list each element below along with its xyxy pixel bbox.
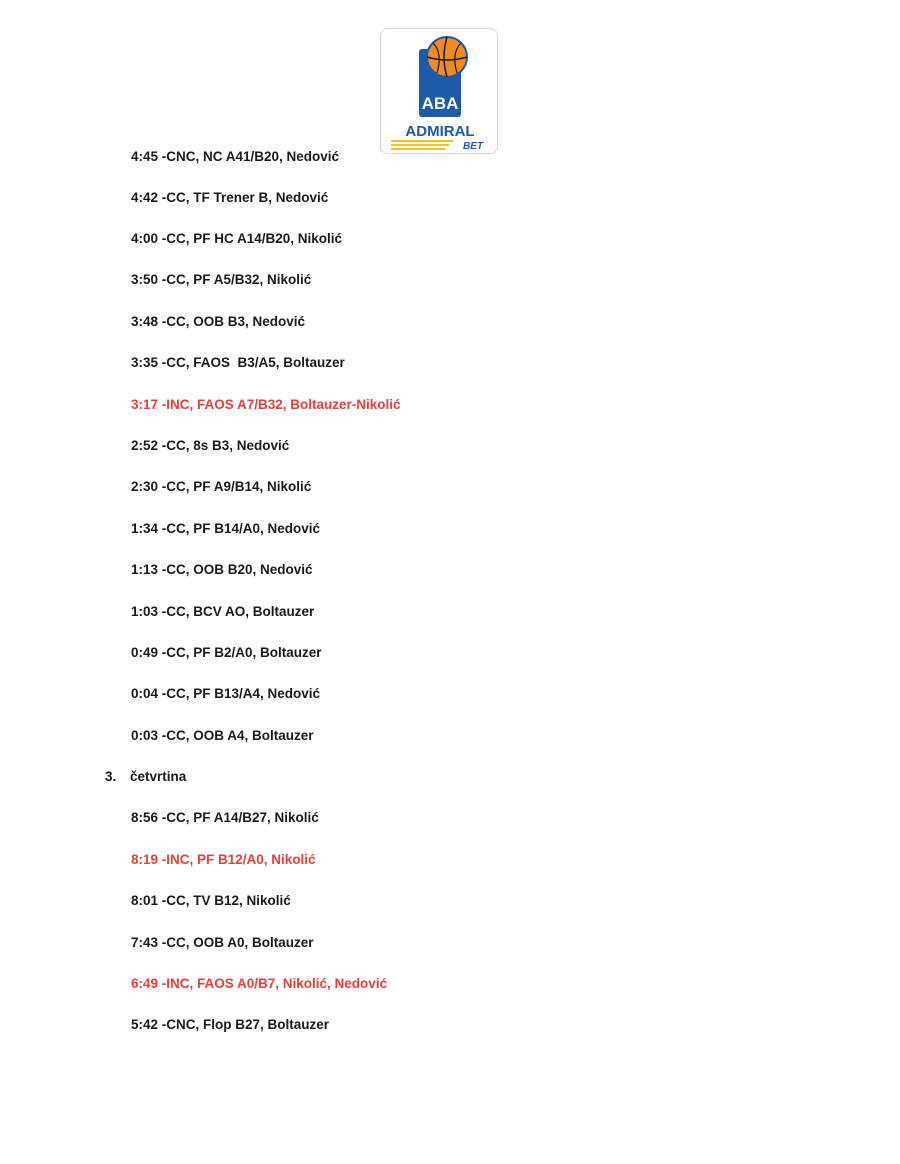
list-item: 3:17 -INC, FAOS A7/B32, Boltauzer-Nikolić [131,397,401,412]
list-item: 3:50 -CC, PF A5/B32, Nikolić [131,272,312,287]
section-number: 3. [105,769,117,784]
list-item: 1:03 -CC, BCV AO, Boltauzer [131,604,315,619]
list-item: 2:52 -CC, 8s B3, Nedović [131,438,290,453]
logo-aba-text: ABA [421,94,459,113]
list-item: 1:13 -CC, OOB B20, Nedović [131,562,313,577]
list-item: 4:00 -CC, PF HC A14/B20, Nikolić [131,231,343,246]
list-item: 8:19 -INC, PF B12/A0, Nikolić [131,852,316,867]
logo-admiral-text: ADMIRAL [405,123,475,140]
list-item: 4:42 -CC, TF Trener B, Nedović [131,190,329,205]
logo-bet-text: BET [463,141,483,152]
list-item: 6:49 -INC, FAOS A0/B7, Nikolić, Nedović [131,976,388,991]
section-title: četvrtina [130,769,187,784]
list-item: 3:48 -CC, OOB B3, Nedović [131,314,306,329]
aba-admiralbet-logo [380,28,498,154]
list-item: 5:42 -CNC, Flop B27, Boltauzer [131,1017,330,1032]
list-item: 8:56 -CC, PF A14/B27, Nikolić [131,810,319,825]
list-item: 7:43 -CC, OOB A0, Boltauzer [131,935,314,950]
list-item: 2:30 -CC, PF A9/B14, Nikolić [131,479,312,494]
section-heading [105,769,186,785]
list-item: 1:34 -CC, PF B14/A0, Nedović [131,521,321,536]
list-item: 0:04 -CC, PF B13/A4, Nedović [131,686,321,701]
list-item: 8:01 -CC, TV B12, Nikolić [131,893,291,908]
list-item: 4:45 -CNC, NC A41/B20, Nedović [131,149,340,164]
list-item: 3:35 -CC, FAOS B3/A5, Boltauzer [131,355,345,370]
list-item: 0:49 -CC, PF B2/A0, Boltauzer [131,645,322,660]
logo-graphic [381,29,499,155]
list-item: 0:03 -CC, OOB A4, Boltauzer [131,728,314,743]
